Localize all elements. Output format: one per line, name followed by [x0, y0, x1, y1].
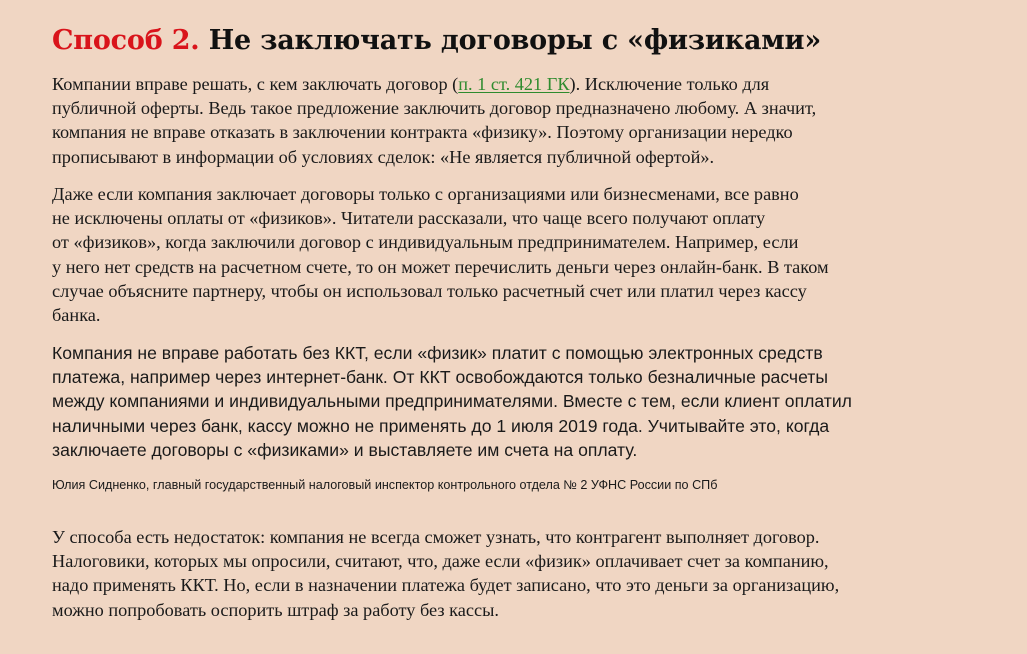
- paragraph-line: банка.: [52, 305, 101, 326]
- quote-author: Юлия Сидненко, главный государственный налоговый инспектор контрольного отдела № 2 УФНС России по СПб: [52, 478, 718, 492]
- expert-quote: [52, 341, 932, 462]
- paragraph-line: компания не вправе отказать в заключении контракта «физику». Поэтому организации нередко: [52, 122, 793, 143]
- paragraph-contract-choice: [52, 72, 932, 169]
- paragraph-line: Даже если компания заключает договоры только с организациями или бизнесменами, все равно: [52, 184, 799, 204]
- paragraph-line: не исключены оплаты от «физиков». Читатели рассказали, что чаще всего получают оплату: [52, 208, 766, 229]
- paragraph-line: от «физиков», когда заключили договор с индивидуальным предпринимателем. Например, если: [52, 232, 799, 253]
- paragraph-line: У способа есть недостаток: компания не всегда сможет узнать, что контрагент выполняет договор.: [52, 527, 820, 547]
- heading-title: Не заключать договоры с «физиками»: [208, 25, 822, 56]
- quote-line: наличными через банк, кассу можно не применять до 1 июля 2019 года. Учитывайте это, когда: [52, 415, 830, 436]
- paragraph-individual-payments: [52, 182, 932, 327]
- section-heading: [52, 24, 1012, 58]
- heading-accent: Способ 2.: [52, 25, 200, 56]
- quote-line: между компаниями и индивидуальными предпринимателями. Вместе с тем, если клиент оплатил: [52, 391, 852, 412]
- paragraph-line: надо применять ККТ. Но, если в назначении платежа будет записано, что это деньги за организацию,: [52, 575, 840, 596]
- quote-line: платежа, например через интернет-банк. От ККТ освобождаются только безналичные расчеты: [52, 367, 828, 388]
- text-before-link: Компании вправе решать, с кем заключать договор (: [52, 74, 459, 94]
- paragraph-line: у него нет средств на расчетном счете, то он может перечислить деньги через онлайн-банк. В таком: [52, 256, 829, 277]
- civil-code-link[interactable]: п. 1 ст. 421 ГК: [458, 74, 570, 94]
- paragraph-drawback: [52, 525, 932, 622]
- paragraph-line: прописывают в информации об условиях сделок: «Не является публичной офертой».: [52, 146, 715, 167]
- quote-line: Компания не вправе работать без ККТ, если «физик» платит с помощью электронных средств: [52, 343, 823, 363]
- text-after-link: ). Исключение только для: [569, 74, 770, 94]
- quote-line: заключаете договоры с «физиками» и выставляете им счета на оплату.: [52, 439, 638, 460]
- paragraph-line: случае объясните партнеру, чтобы он использовал только расчетный счет или платил через кассу: [52, 280, 807, 301]
- paragraph-line: Налоговики, которых мы опросили, считают, что, даже если «физик» оплачивает счет за компанию,: [52, 551, 829, 572]
- paragraph-line: [52, 72, 932, 96]
- paragraph-line: публичной оферты. Ведь такое предложение заключить договор предназначено любому. А значит,: [52, 98, 817, 119]
- paragraph-line: можно попробовать оспорить штраф за работу без кассы.: [52, 599, 499, 620]
